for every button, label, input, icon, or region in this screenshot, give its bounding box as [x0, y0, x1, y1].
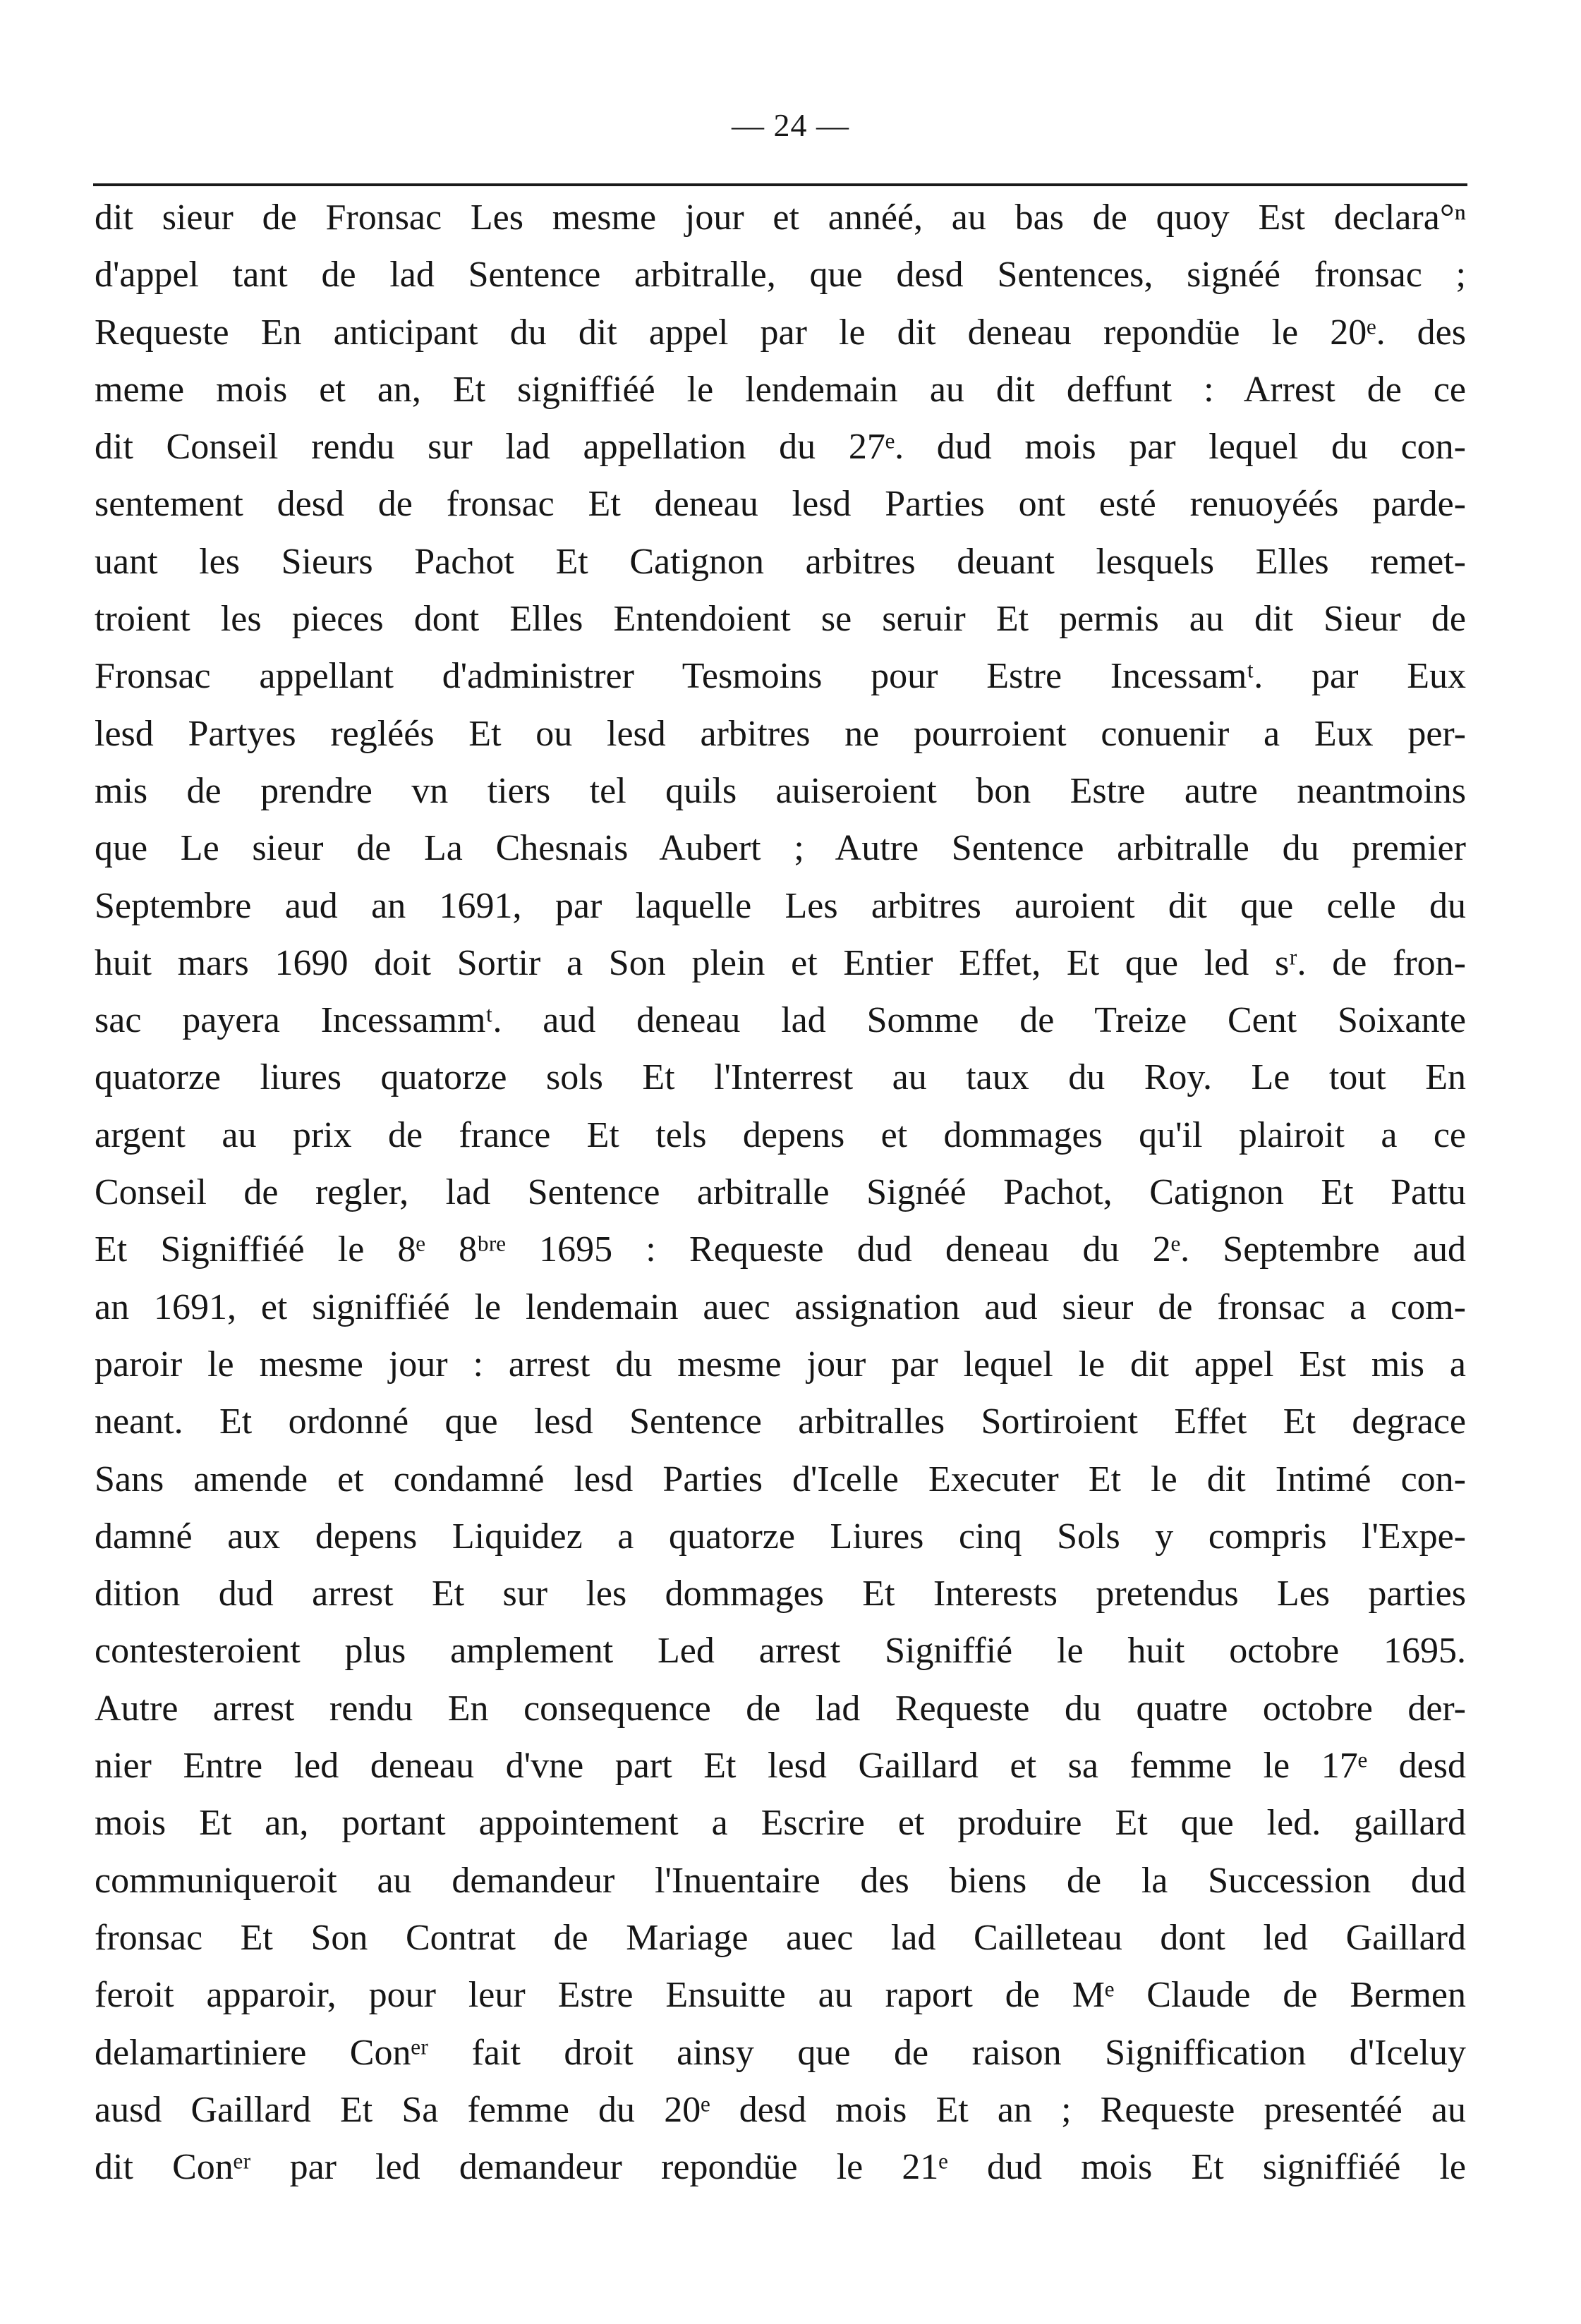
text-line: damné aux depens Liquidez a quatorze Liures cinq Sols y compris l'Expe-	[95, 1516, 1466, 1557]
text-line: troient les pieces dont Elles Entendoient se seruir Et permis au dit Sieur de	[95, 599, 1466, 640]
text-line: d'appel tant de lad Sentence arbitralle, que desd Sentences, signéé fronsac ;	[95, 255, 1466, 296]
text-line: communiqueroit au demandeur l'Inuentaire des biens de la Succession dud	[95, 1860, 1466, 1901]
text-line: Fronsac appellant d'administrer Tesmoins pour Estre Incessamᵗ. par Eux	[95, 656, 1466, 697]
text-line: dit Conᵉʳ par led demandeur repondüe le 21ᵉ dud mois Et signiffiéé le	[95, 2147, 1466, 2188]
page-number: — 24 —	[732, 107, 849, 143]
text-line: an 1691, et signiffiéé le lendemain auec assignation aud sieur de fronsac a com-	[95, 1286, 1466, 1327]
text-line: sentement desd de fronsac Et deneau lesd Parties ont esté renuoyéés parde-	[95, 484, 1466, 525]
body-text	[95, 189, 1466, 2196]
text-line: Et Signiffiéé le 8ᵉ 8ᵇʳᵉ 1695 : Requeste dud deneau du 2ᵉ. Septembre aud	[95, 1229, 1466, 1270]
text-line: que Le sieur de La Chesnais Aubert ; Autre Sentence arbitralle du premier	[95, 828, 1466, 869]
text-line: dit Conseil rendu sur lad appellation du 27ᵉ. dud mois par lequel du con-	[95, 427, 1466, 468]
text-line: Conseil de regler, lad Sentence arbitralle Signéé Pachot, Catignon Et Pattu	[95, 1172, 1466, 1213]
text-line: Sans amende et condamné lesd Parties d'Icelle Executer Et le dit Intimé con-	[95, 1459, 1466, 1499]
text-line: feroit apparoir, pour leur Estre Ensuitte au raport de Mᵉ Claude de Bermen	[95, 1975, 1466, 2016]
text-line: huit mars 1690 doit Sortir a Son plein et Entier Effet, Et que led sʳ. de fron-	[95, 942, 1466, 983]
text-line: dition dud arrest Et sur les dommages Et Interests pretendus Les parties	[95, 1574, 1466, 1614]
text-line: meme mois et an, Et signiffiéé le lendemain au dit deffunt : Arrest de ce	[95, 369, 1466, 410]
text-line: mois Et an, portant appointement a Escrire et produire Et que led. gaillard	[95, 1803, 1466, 1844]
text-line: quatorze liures quatorze sols Et l'Interrest au taux du Roy. Le tout En	[95, 1057, 1466, 1098]
text-line: contesteroient plus amplement Led arrest Signiffié le huit octobre 1695.	[95, 1631, 1466, 1672]
text-line: delamartiniere Conᵉʳ fait droit ainsy que de raison Signiffication d'Iceluy	[95, 2032, 1466, 2073]
text-line: argent au prix de france Et tels depens et dommages qu'il plairoit a ce	[95, 1114, 1466, 1155]
text-line: sac payera Incessammᵗ. aud deneau lad Somme de Treize Cent Soixante	[95, 1000, 1466, 1041]
text-line: paroir le mesme jour : arrest du mesme jour par lequel le dit appel Est mis a	[95, 1344, 1466, 1385]
text-line: mis de prendre vn tiers tel quils auiseroient bon Estre autre neantmoins	[95, 770, 1466, 811]
text-line: uant les Sieurs Pachot Et Catignon arbitres deuant lesquels Elles remet-	[95, 541, 1466, 582]
text-line: nier Entre led deneau d'vne part Et lesd Gaillard et sa femme le 17ᵉ desd	[95, 1746, 1466, 1787]
text-line: dit sieur de Fronsac Les mesme jour et annéé, au bas de quoy Est declara°ⁿ	[95, 197, 1466, 238]
text-line: lesd Partyes regléés Et ou lesd arbitres ne pourroient conuenir a Eux per-	[95, 713, 1466, 754]
text-line: neant. Et ordonné que lesd Sentence arbitralles Sortiroient Effet Et degrace	[95, 1401, 1466, 1442]
text-line: Septembre aud an 1691, par laquelle Les arbitres auroient dit que celle du	[95, 885, 1466, 926]
text-line: fronsac Et Son Contrat de Mariage auec lad Cailleteau dont led Gaillard	[95, 1917, 1466, 1958]
text-line: ausd Gaillard Et Sa femme du 20ᵉ desd mois Et an ; Requeste presentéé au	[95, 2089, 1466, 2130]
text-line: Requeste En anticipant du dit appel par le dit deneau repondüe le 20ᵉ. des	[95, 312, 1466, 353]
text-line: Autre arrest rendu En consequence de lad Requeste du quatre octobre der-	[95, 1688, 1466, 1729]
header-rule	[93, 183, 1467, 186]
